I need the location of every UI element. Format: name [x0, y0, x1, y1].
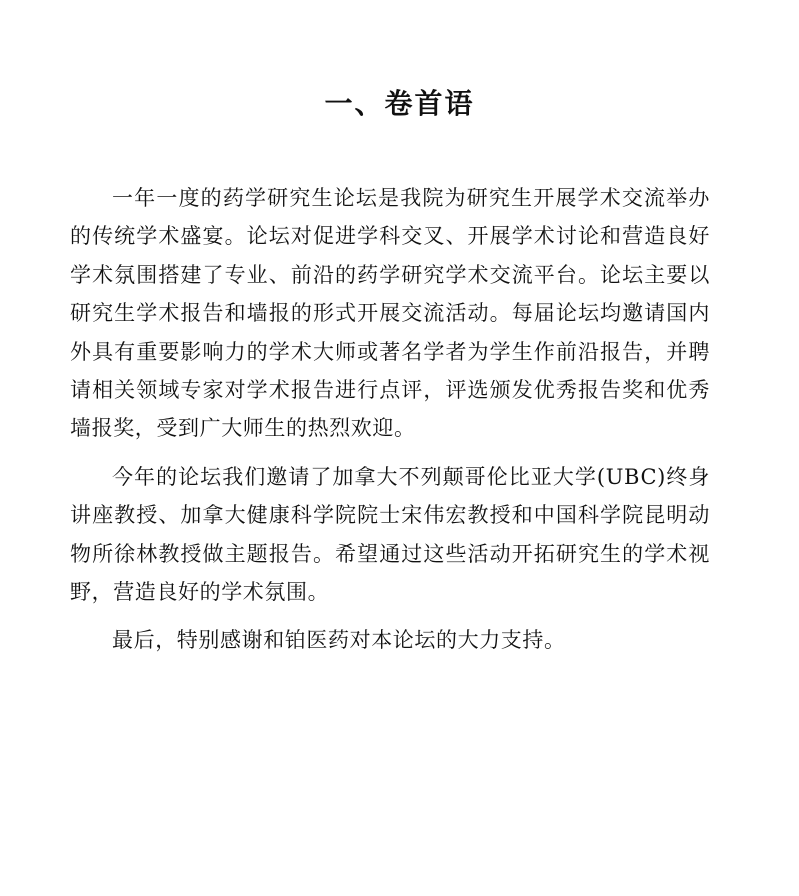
paragraph-acknowledgement: 最后，特别感谢和铂医药对本论坛的大力支持。	[112, 628, 566, 653]
paragraph-intro: 一年一度的药学研究生论坛是我院为研究生开展学术交流举办的传统学术盛宴。论坛对促进学科交叉、开展学术讨论和营造良好学术氛围搭建了专业、前沿的药学研究学术交流平台。论坛主要以研究生学术报告和墙报的形式开展交流活动。每届论坛均邀请国内外具有重要影响力的学术大师或著名学者为学生作前沿报告，并聘请相关领域专家对学术报告进行点评，评选颁发优秀报告奖和优秀墙报奖，受到广大师生的热烈欢迎。	[70, 186, 710, 441]
page-title: 一、卷首语	[324, 87, 475, 120]
document-body	[70, 179, 710, 660]
paragraph-speakers: 今年的论坛我们邀请了加拿大不列颠哥伦比亚大学(UBC)终身讲座教授、加拿大健康科学院院士宋伟宏教授和中国科学院昆明动物所徐林教授做主题报告。希望通过这些活动开拓研究生的学术视野，营造良好的学术氛围。	[70, 464, 710, 605]
